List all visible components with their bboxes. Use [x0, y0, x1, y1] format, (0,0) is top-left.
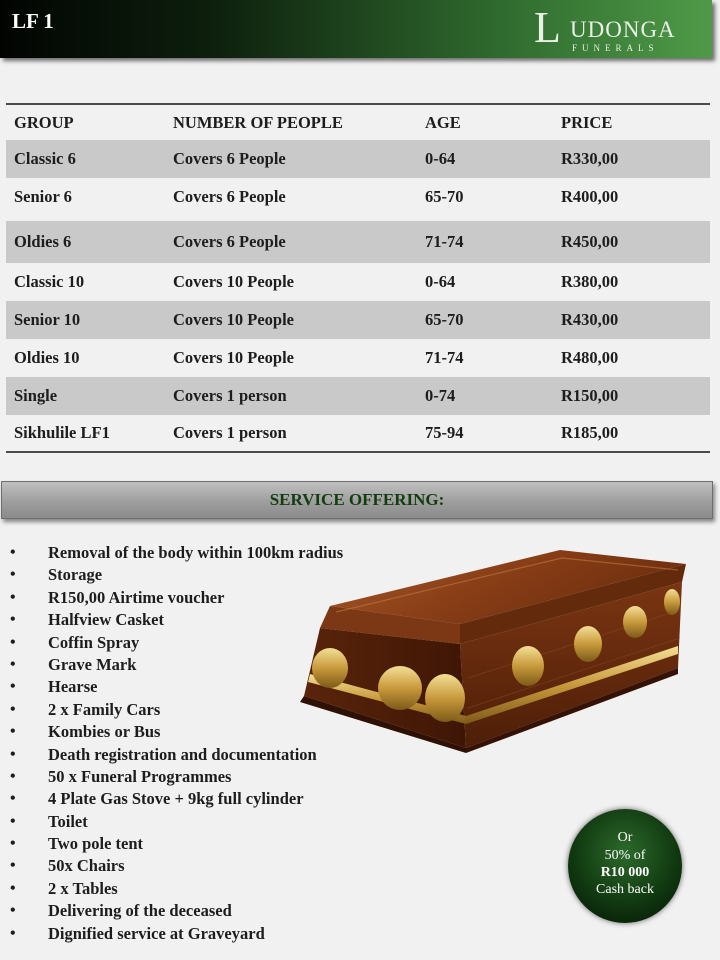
row-group: Single — [14, 386, 58, 405]
casket-bracket — [312, 648, 348, 688]
row-group: Oldies 6 — [14, 232, 72, 251]
row-group: Senior 6 — [14, 187, 72, 206]
casket-bracket — [512, 646, 544, 686]
list-item — [10, 766, 410, 788]
row-age: 65-70 — [425, 187, 464, 206]
service-offering-banner: SERVICE OFFERING: — [1, 481, 713, 519]
service-item-text: Removal of the body within 100km radius — [48, 543, 344, 562]
bullet-icon: • — [10, 723, 16, 741]
row-price: R430,00 — [561, 310, 619, 329]
row-age: 0-64 — [425, 272, 456, 291]
row-people: Covers 6 People — [173, 149, 286, 168]
list-item — [10, 900, 410, 922]
bullet-icon: • — [10, 902, 16, 920]
row-price: R150,00 — [561, 386, 619, 405]
header-people: NUMBER OF PEOPLE — [173, 112, 343, 132]
service-item-text: R150,00 Airtime voucher — [48, 587, 225, 607]
bullet-icon: • — [10, 879, 16, 897]
row-group: Sikhulile LF1 — [14, 423, 110, 442]
row-age: 0-74 — [425, 386, 456, 405]
table-row — [6, 377, 710, 415]
list-item — [10, 811, 410, 833]
bullet-icon: • — [10, 566, 16, 584]
list-item — [10, 855, 410, 877]
row-price: R185,00 — [561, 423, 619, 442]
row-price: R450,00 — [561, 232, 619, 251]
bullet-icon: • — [10, 767, 16, 785]
table-bottom-rule — [6, 451, 710, 453]
cash-back-badge — [568, 809, 682, 923]
table-row — [6, 415, 710, 451]
header-bar — [0, 0, 712, 58]
service-item-text: Halfview Casket — [48, 610, 164, 630]
casket-bracket — [425, 674, 465, 722]
service-item-text: 50 x Funeral Programmes — [48, 766, 232, 786]
badge-line-1: Or — [617, 830, 633, 845]
service-item-text: Grave Mark — [48, 654, 137, 674]
service-item-text: Kombies or Bus — [48, 722, 161, 742]
row-age: 65-70 — [425, 310, 464, 329]
casket-bracket — [623, 606, 647, 638]
list-item — [10, 788, 410, 810]
casket-bracket — [574, 626, 602, 662]
header-price: PRICE — [561, 112, 613, 132]
row-age: 0-64 — [425, 149, 456, 168]
bullet-icon: • — [10, 857, 16, 875]
row-people: Covers 1 person — [173, 386, 287, 405]
row-age: 71-74 — [425, 232, 464, 251]
row-people: Covers 10 People — [173, 272, 294, 291]
badge-line-2: 50% of — [604, 848, 646, 863]
list-item — [10, 878, 410, 900]
bullet-icon: • — [10, 790, 16, 808]
row-people: Covers 1 person — [173, 423, 287, 442]
bullet-icon: • — [10, 588, 16, 606]
service-item-text: Coffin Spray — [48, 632, 140, 652]
service-item-text: Delivering of the deceased — [48, 901, 232, 921]
service-item-text: 4 Plate Gas Stove + 9kg full cylinder — [48, 789, 304, 809]
casket-bracket — [378, 666, 422, 710]
bullet-icon: • — [10, 611, 16, 629]
page-title: LF 1 — [12, 9, 54, 33]
row-group: Classic 6 — [14, 149, 76, 168]
service-item-text: 2 x Family Cars — [48, 699, 161, 719]
table-row — [6, 140, 710, 178]
header-age: AGE — [425, 112, 461, 132]
row-price: R400,00 — [561, 187, 619, 206]
casket-image — [290, 548, 690, 753]
row-age: 75-94 — [425, 423, 464, 442]
row-group: Senior 10 — [14, 310, 81, 329]
logo-word: UDONGA — [570, 17, 676, 42]
bullet-icon: • — [10, 745, 16, 763]
row-people: Covers 10 People — [173, 348, 294, 367]
bullet-icon: • — [10, 544, 16, 561]
service-item-text: Death registration and documentation — [48, 744, 317, 764]
table-row — [6, 178, 710, 216]
bullet-icon: • — [10, 655, 16, 673]
row-age: 71-74 — [425, 348, 464, 367]
row-people: Covers 10 People — [173, 310, 294, 329]
table-header-row — [6, 105, 710, 140]
service-item-text: Toilet — [48, 811, 88, 831]
logo-subtitle: FUNERALS — [572, 43, 659, 53]
service-item-text: Storage — [48, 565, 103, 585]
table-row — [6, 263, 710, 301]
bullet-icon: • — [10, 633, 16, 651]
logo-letter: L — [534, 3, 561, 52]
row-price: R480,00 — [561, 348, 619, 367]
service-item-text: Hearse — [48, 677, 98, 697]
table-row — [6, 339, 710, 377]
list-item — [10, 833, 410, 855]
row-group: Classic 10 — [14, 272, 85, 291]
badge-line-4: Cash back — [596, 882, 654, 897]
row-price: R330,00 — [561, 149, 619, 168]
service-item-text: Two pole tent — [48, 834, 144, 854]
list-item — [10, 923, 410, 945]
service-item-text: Dignified service at Graveyard — [48, 923, 265, 943]
header-group: GROUP — [14, 112, 74, 132]
row-people: Covers 6 People — [173, 187, 286, 206]
table-row — [6, 221, 710, 263]
casket-bracket — [664, 589, 680, 615]
badge-line-3: R10 000 — [600, 865, 650, 880]
row-group: Oldies 10 — [14, 348, 80, 367]
pricing-table — [6, 103, 710, 453]
bullet-icon: • — [10, 835, 16, 853]
table-row — [6, 301, 710, 339]
bullet-icon: • — [10, 812, 16, 830]
service-item-text: 50x Chairs — [48, 856, 125, 876]
bullet-icon: • — [10, 924, 16, 942]
row-price: R380,00 — [561, 272, 619, 291]
bullet-icon: • — [10, 700, 16, 718]
ludonga-funerals-logo — [534, 4, 684, 54]
bullet-icon: • — [10, 678, 16, 696]
service-item-text: 2 x Tables — [48, 878, 118, 898]
row-people: Covers 6 People — [173, 232, 286, 251]
